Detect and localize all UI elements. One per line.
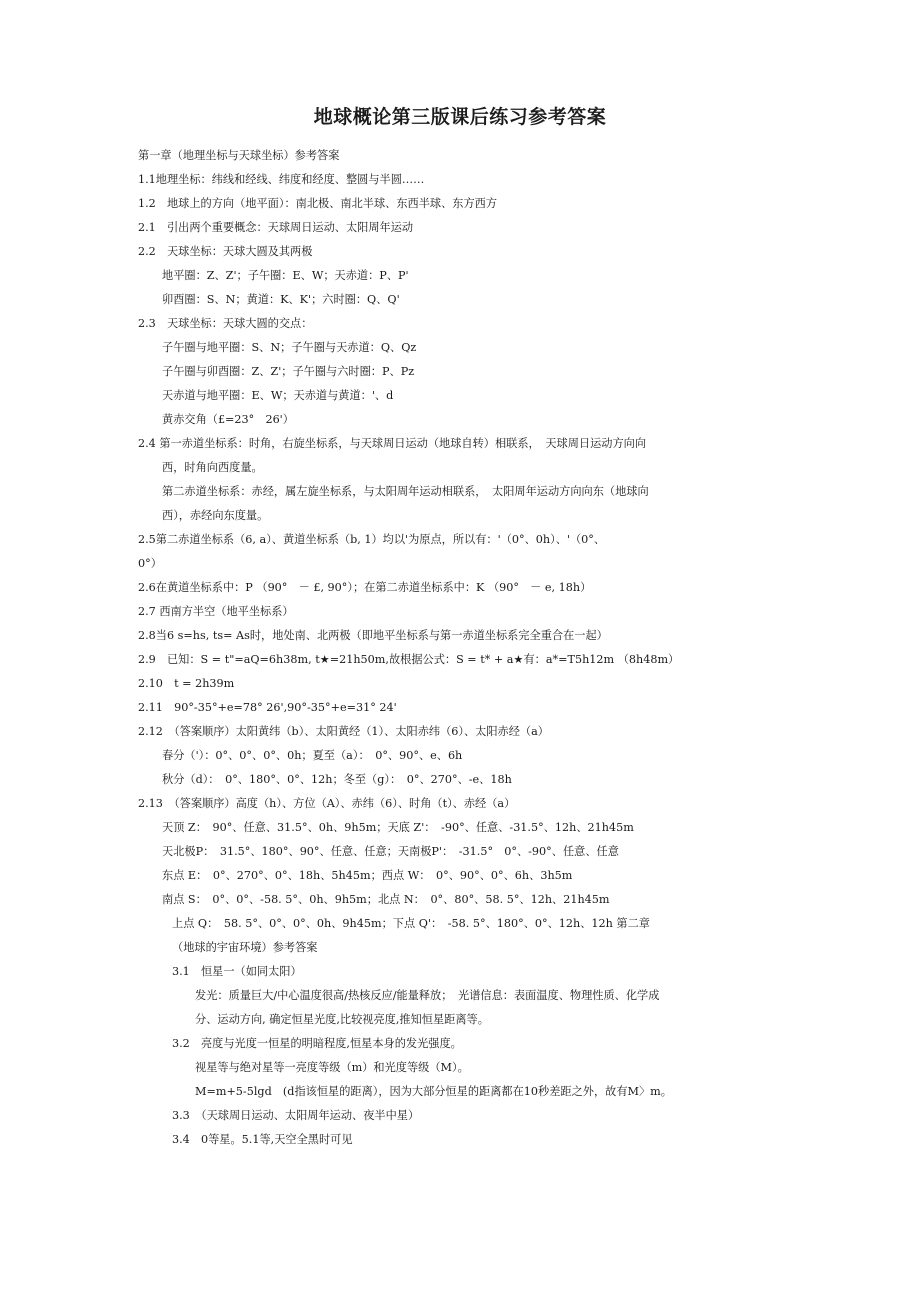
text-line: 黄赤交角（£=23° 26'）	[162, 413, 294, 426]
text-line: 2.2 天球坐标：天球大圆及其两极	[138, 245, 313, 258]
text-line: 2.7 西南方半空（地平坐标系）	[138, 605, 294, 618]
text-line: 2.10 t = 2h39m	[138, 677, 235, 690]
text-line: 2.6在黄道坐标系中：P （90° － £, 90°）；在第二赤道坐标系中：K （90° － e, 18h）	[138, 581, 592, 594]
text-line: 子午圈与卯酉圈：Z、Z'；子午圈与六时圈：P、Pz	[162, 365, 415, 378]
text-line: 1.1地理坐标：纬线和经线、纬度和经度、整圆与半圆……	[138, 173, 425, 186]
text-line: 发光：质量巨大/中心温度很高/热核反应/能量释放； 光谱信息：表面温度、物理性质、化学成	[195, 989, 660, 1002]
text-line: 2.9 已知：S = t"=aQ=6h38m, t★=21h50m,故根据公式：S = t* + a★有：a*=T5h12m （8h48m）	[138, 653, 680, 666]
text-line: 东点 E： 0°、270°、0°、18h、5h45m；西点 W： 0°、90°、0°、6h、3h5m	[162, 869, 573, 882]
text-line: 视星等与绝对星等一亮度等级（m）和光度等级（M）。	[195, 1061, 469, 1074]
text-line: 卯酉圈：S、N；黄道：K、K'；六时圈：Q、Q'	[162, 293, 400, 306]
text-line: M=m+5-5lgd (d指该恒星的距离），因为大部分恒星的距离都在10秒差距之外，故有M〉m。	[195, 1085, 672, 1098]
text-line: 分、运动方向, 确定恒星光度,比较视亮度,推知恒星距离等。	[195, 1013, 489, 1026]
text-line: 3.4 0等星。5.1等,天空全黑时可见	[172, 1133, 353, 1146]
text-line: 秋分（d）： 0°、180°、0°、12h；冬至（g）： 0°、270°、-e、18h	[162, 773, 512, 786]
text-line: 春分（'）：0°、0°、0°、0h；夏至（a）： 0°、90°、e、6h	[162, 749, 463, 762]
text-line: 2.11 90°-35°+e=78° 26',90°-35°+e=31° 24'	[138, 701, 397, 714]
text-line: 地平圈：Z、Z'；子午圈：E、W；天赤道：P、P'	[162, 269, 409, 282]
text-line: 2.13 （答案顺序）高度（h）、方位（A）、赤纬（6）、时角（t）、赤经（a）	[138, 797, 516, 810]
text-line: 1.2 地球上的方向（地平面）：南北极、南北半球、东西半球、东方西方	[138, 197, 498, 210]
text-line: 西），赤经向东度量。	[162, 509, 269, 522]
text-line: 3.1 恒星一（如同太阳）	[172, 965, 302, 978]
text-line: 子午圈与地平圈：S、N；子午圈与天赤道：Q、Qz	[162, 341, 417, 354]
text-line: 3.2 亮度与光度一恒星的明暗程度,恒星本身的发光强度。	[172, 1037, 462, 1050]
text-line: 3.3 （天球周日运动、太阳周年运动、夜半中星）	[172, 1109, 420, 1122]
chapter-heading: （地球的宇宙环境）参考答案	[172, 941, 318, 954]
text-line: 第二赤道坐标系：赤经，属左旋坐标系，与太阳周年运动相联系， 太阳周年运动方向向东（地球向	[162, 485, 649, 498]
text-line: 上点 Q： 58. 5°、0°、0°、0h、9h45m；下点 Q'： -58. 5°、180°、0°、12h、12h 第二章	[172, 917, 650, 930]
text-line: 西，时角向西度量。	[162, 461, 263, 474]
text-line: 2.12 （答案顺序）太阳黄纬（b）、太阳黄经（1）、太阳赤纬（6）、太阳赤经（a）	[138, 725, 549, 738]
text-line: 2.5第二赤道坐标系（6, a）、黄道坐标系（b, 1）均以'为原点，所以有：'（0°、0h）、'（0°、	[138, 533, 606, 546]
text-line: 2.3 天球坐标：天球大圆的交点：	[138, 317, 313, 330]
text-line: 2.1 引出两个重要概念：天球周日运动、太阳周年运动	[138, 221, 414, 234]
text-line: 2.8当6 s=hs, ts= As时，地处南、北两极（即地平坐标系与第一赤道坐标系完全重合在一起）	[138, 629, 608, 642]
text-line: 天顶 Z： 90°、任意、31.5°、0h、9h5m；天底 Z'： -90°、任意、-31.5°、12h、21h45m	[162, 821, 634, 834]
text-line: 0°）	[138, 557, 162, 570]
text-line: 天北极P： 31.5°、180°、90°、任意、任意；天南极P'： -31.5° 0°、-90°、任意、任意	[162, 845, 619, 858]
text-line: 南点 S： 0°、0°、-58. 5°、0h、9h5m；北点 N： 0°、80°、58. 5°、12h、21h45m	[162, 893, 610, 906]
text-line: 2.4 第一赤道坐标系：时角，右旋坐标系，与天球周日运动（地球自转）相联系， 天球周日运动方向向	[138, 437, 647, 450]
chapter-heading: 第一章（地理坐标与天球坐标）参考答案	[138, 149, 340, 162]
text-line: 天赤道与地平圈：E、W；天赤道与黄道：'、d	[162, 389, 394, 402]
document-title: 地球概论第三版课后练习参考答案	[313, 106, 607, 128]
